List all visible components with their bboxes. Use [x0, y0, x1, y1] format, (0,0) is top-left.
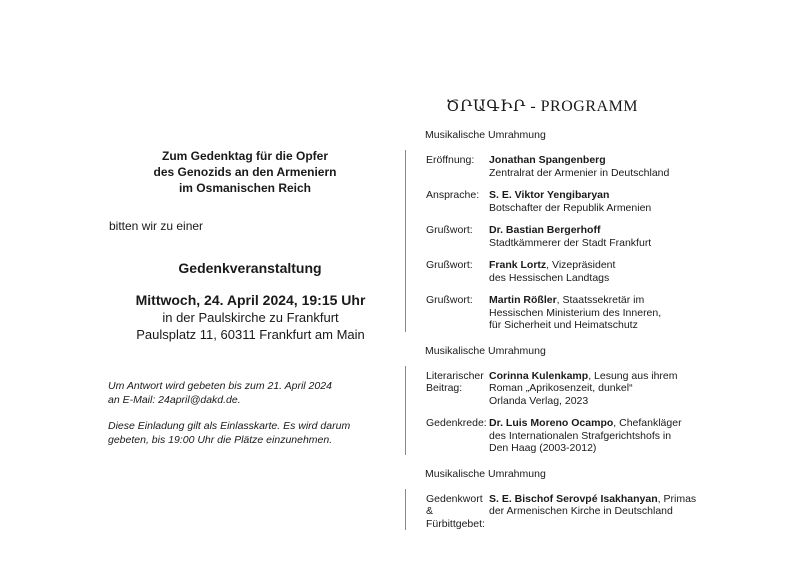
entry-role	[406, 493, 489, 531]
entry-role-line: Beitrag:	[426, 382, 463, 394]
entry-name: Frank Lortz	[489, 259, 547, 271]
entry-role-line: Gedenkwort &	[426, 492, 483, 517]
program-entry	[406, 370, 735, 408]
entry-role: Grußwort:	[426, 224, 473, 236]
notes	[108, 379, 368, 459]
entry-name: Jonathan Spangenberg	[489, 154, 606, 166]
occasion-heading	[140, 148, 350, 196]
program-title: ԾՐԱԳԻՐ - PROGRAMM	[446, 98, 639, 115]
entry-name: Martin Rößler	[489, 294, 557, 306]
entry-role: Gedenkrede:	[426, 417, 487, 429]
rsvp-line: Um Antwort wird gebeten bis zum 21. April 2024	[108, 380, 332, 392]
music-interlude: Musikalische Umrahmung	[425, 129, 546, 141]
program-entry	[406, 493, 735, 531]
event-venue: in der Paulskirche zu Frankfurt	[162, 310, 339, 325]
entry-person	[489, 224, 735, 249]
event-details	[118, 292, 383, 343]
entry-name-suffix: , Chefankläger	[613, 417, 682, 429]
entry-detail: Orlanda Verlag, 2023	[489, 394, 589, 407]
entry-detail: des Internationalen Strafgerichtshofs in	[489, 429, 672, 442]
entry-detail: Hessischen Ministerium des Inneren,	[489, 306, 662, 319]
entry-person	[489, 493, 735, 531]
entry-detail: Zentralrat der Armenier in Deutschland	[489, 166, 670, 179]
entry-detail: der Armenischen Kirche in Deutschland	[489, 505, 673, 517]
program-entry	[406, 259, 735, 284]
program-entry	[406, 417, 735, 455]
entry-name-suffix: , Vizepräsident	[546, 259, 616, 271]
entry-role	[406, 370, 489, 408]
entry-role: Eröffnung:	[426, 154, 475, 166]
entry-detail: Roman „Aprikosenzeit, dunkel“	[489, 382, 633, 394]
entry-person	[489, 370, 735, 408]
entry-role: Grußwort:	[426, 294, 473, 306]
rsvp-line: an E-Mail: 24april@dakd.de.	[108, 394, 241, 406]
entry-name-suffix: , Staatssekretär im	[556, 294, 645, 306]
occasion-line: Zum Gedenktag für die Opfer	[161, 149, 329, 163]
rsvp-note	[108, 379, 368, 407]
music-interlude: Musikalische Umrahmung	[425, 467, 546, 480]
program-entry	[406, 224, 735, 249]
entry-name: Corinna Kulenkamp	[489, 369, 589, 382]
program-section-2	[405, 366, 735, 455]
event-address: Paulsplatz 11, 60311 Frankfurt am Main	[136, 327, 365, 342]
music-interlude: Musikalische Umrahmung	[425, 344, 546, 357]
entry-role: Ansprache:	[426, 189, 480, 201]
program-section-3	[405, 489, 735, 531]
entry-person	[489, 259, 735, 284]
program-section-1	[405, 150, 735, 332]
entry-role-line: Fürbittgebet:	[426, 517, 485, 530]
entry-detail: Stadtkämmerer der Stadt Frankfurt	[489, 236, 652, 249]
entry-name: S. E. Bischof Serovpé Isakhanyan	[489, 492, 658, 505]
entry-detail: für Sicherheit und Heimatschutz	[489, 319, 638, 331]
entry-person	[489, 154, 735, 179]
entry-role-line: Literarischer	[426, 369, 484, 382]
admission-note	[108, 419, 368, 447]
program-entry	[406, 154, 735, 179]
entry-person	[489, 189, 735, 214]
event-title: Gedenkveranstaltung	[178, 260, 322, 276]
entry-detail: des Hessischen Landtags	[489, 271, 610, 284]
entry-name: Dr. Bastian Bergerhoff	[489, 224, 601, 236]
entry-person	[489, 417, 735, 455]
event-datetime: Mittwoch, 24. April 2024, 19:15 Uhr	[135, 292, 366, 308]
program-list	[405, 126, 735, 540]
program-entry	[406, 294, 735, 332]
entry-person	[489, 294, 735, 332]
admission-line: Diese Einladung gilt als Einlasskarte. Es wird darum	[108, 420, 351, 432]
admission-line: gebeten, bis 19:00 Uhr die Plätze einzunehmen.	[108, 434, 333, 446]
invite-line: bitten wir zu einer	[109, 219, 204, 233]
entry-detail: Den Haag (2003-2012)	[489, 442, 597, 454]
entry-role: Grußwort:	[426, 259, 473, 271]
entry-name: Dr. Luis Moreno Ocampo	[489, 417, 614, 429]
entry-name: S. E. Viktor Yengibaryan	[489, 189, 610, 201]
occasion-line: im Osmanischen Reich	[178, 181, 312, 195]
occasion-line: des Genozids an den Armeniern	[153, 165, 337, 179]
entry-detail: Botschafter der Republik Armenien	[489, 201, 652, 214]
program-entry	[406, 189, 735, 214]
entry-name-suffix: , Lesung aus ihrem	[588, 369, 678, 382]
entry-name-suffix: , Primas	[657, 492, 697, 505]
